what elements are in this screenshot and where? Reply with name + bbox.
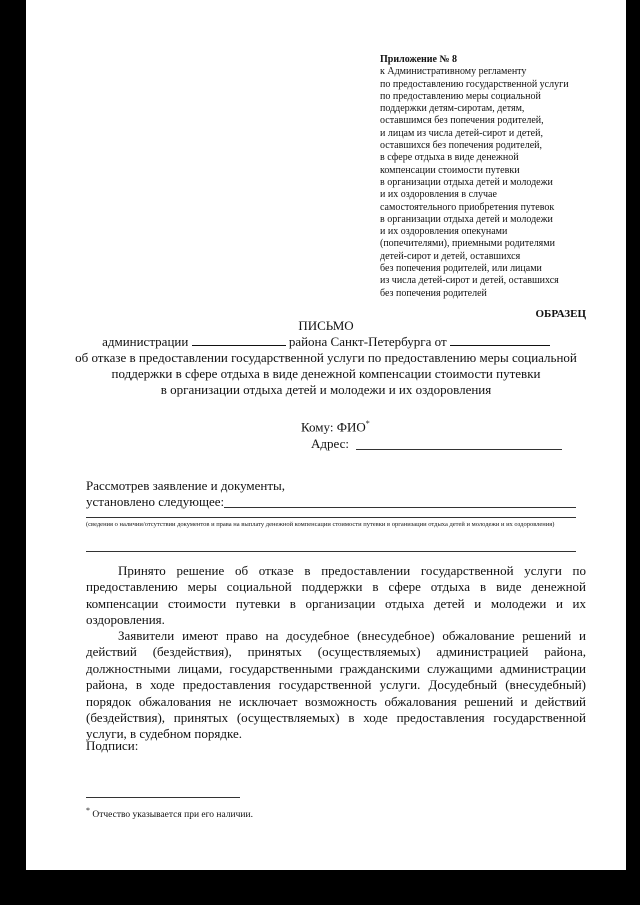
appendix-line: оставшимся без попечения родителей,: [380, 115, 544, 127]
appendix-block: [380, 54, 612, 300]
recipient-address-label: Адрес:: [311, 436, 349, 451]
appendix-title: Приложение № 8: [380, 54, 458, 65]
appendix-line: поддержки детям-сиротам, детям,: [380, 103, 525, 115]
review-line-1: Рассмотрев заявление и документы,: [86, 478, 286, 493]
recipient-name-label: [301, 419, 370, 435]
findings-note: (сведения о наличии/отсутствии документов и права на выплату денежной компенсации стоимости путевки в организации отдыха детей и молодежи и их оздоровления): [86, 521, 555, 528]
appendix-line: компенсации стоимости путевки: [380, 164, 520, 176]
appendix-line: и их оздоровления в случае: [380, 189, 497, 201]
sample-label: ОБРАЗЕЦ: [535, 308, 586, 320]
footnote-mark: *: [365, 419, 370, 428]
findings-blank-line: [224, 507, 576, 508]
footnote-asterisk: *: [86, 806, 90, 815]
appendix-line: к Административному регламенту: [380, 66, 527, 78]
decision-paragraph: Принято решение об отказе в предоставлении государственной услуги по предоставлению меры социальной поддержки в сфере отдыха в виде денежной компенсации стоимости путевки в организации отдыха детей и молодежи и их оздоровления.: [86, 563, 586, 628]
subject-line: в организации отдыха детей и молодежи и их оздоровления: [160, 382, 492, 397]
footnote-separator: [86, 797, 240, 798]
review-line-2: установлено следующее:: [86, 494, 225, 509]
admin-prefix: администрации: [102, 334, 189, 349]
appendix-line: и лицам из числа детей-сирот и детей,: [380, 127, 543, 139]
signatures-label: Подписи:: [86, 738, 139, 753]
appendix-line: в сфере отдыха в виде денежной: [380, 152, 519, 164]
appendix-line: без попечения родителей, или лицами: [380, 263, 542, 275]
appendix-line: без попечения родителей: [380, 287, 487, 299]
appendix-line: из числа детей-сирот и детей, оставшихся: [380, 275, 559, 287]
appendix-line: и их оздоровления опекунами: [380, 226, 508, 238]
findings-blank-line-2: [86, 517, 576, 518]
appendix-line: по предоставлению меры социальной: [380, 90, 541, 102]
appendix-line: в организации отдыха детей и молодежи: [380, 176, 553, 188]
address-blank-line: [356, 449, 562, 450]
subject-line: поддержки в сфере отдыха в виде денежной компенсации стоимости путевки: [111, 366, 541, 381]
footnote-text: Отчество указывается при его наличии.: [92, 810, 253, 821]
admin-line: [26, 334, 626, 351]
appendix-line: в организации отдыха детей и молодежи: [380, 213, 553, 225]
appendix-line: детей-сирот и детей, оставшихся: [380, 250, 521, 262]
appendix-line: (попечителями), приемными родителями: [380, 238, 555, 250]
admin-middle: района Санкт-Петербурга от: [288, 334, 447, 349]
subject-line: об отказе в предоставлении государственной услуги по предоставлению меры социальной: [75, 350, 577, 365]
footnote: [86, 806, 253, 820]
date-blank: [450, 334, 550, 346]
to-label-text: Кому: ФИО: [301, 419, 366, 435]
document-page: [26, 0, 626, 870]
district-blank: [192, 334, 286, 346]
appendix-line: по предоставлению государственной услуги: [380, 78, 569, 90]
appendix-line: самостоятельного приобретения путевок: [380, 201, 555, 213]
appeal-paragraph: Заявители имеют право на досудебное (внесудебное) обжалование решений и действий (бездействия), принятых (осуществляемых) администрацией района, должностными лицами, государственными гражданскими служащими администрации района, в ходе предоставления государственной услуги. Досудебный (внесудебный) порядок обжалования не исключает возможность обжалования решений и действий (бездействия), принятых (осуществляемых) в ходе предоставления государственной услуги, в судебном порядке.: [86, 628, 586, 742]
findings-blank-line-3: [86, 551, 576, 552]
letter-title: ПИСЬМО: [298, 318, 354, 333]
appendix-line: оставшихся без попечения родителей,: [380, 140, 543, 152]
